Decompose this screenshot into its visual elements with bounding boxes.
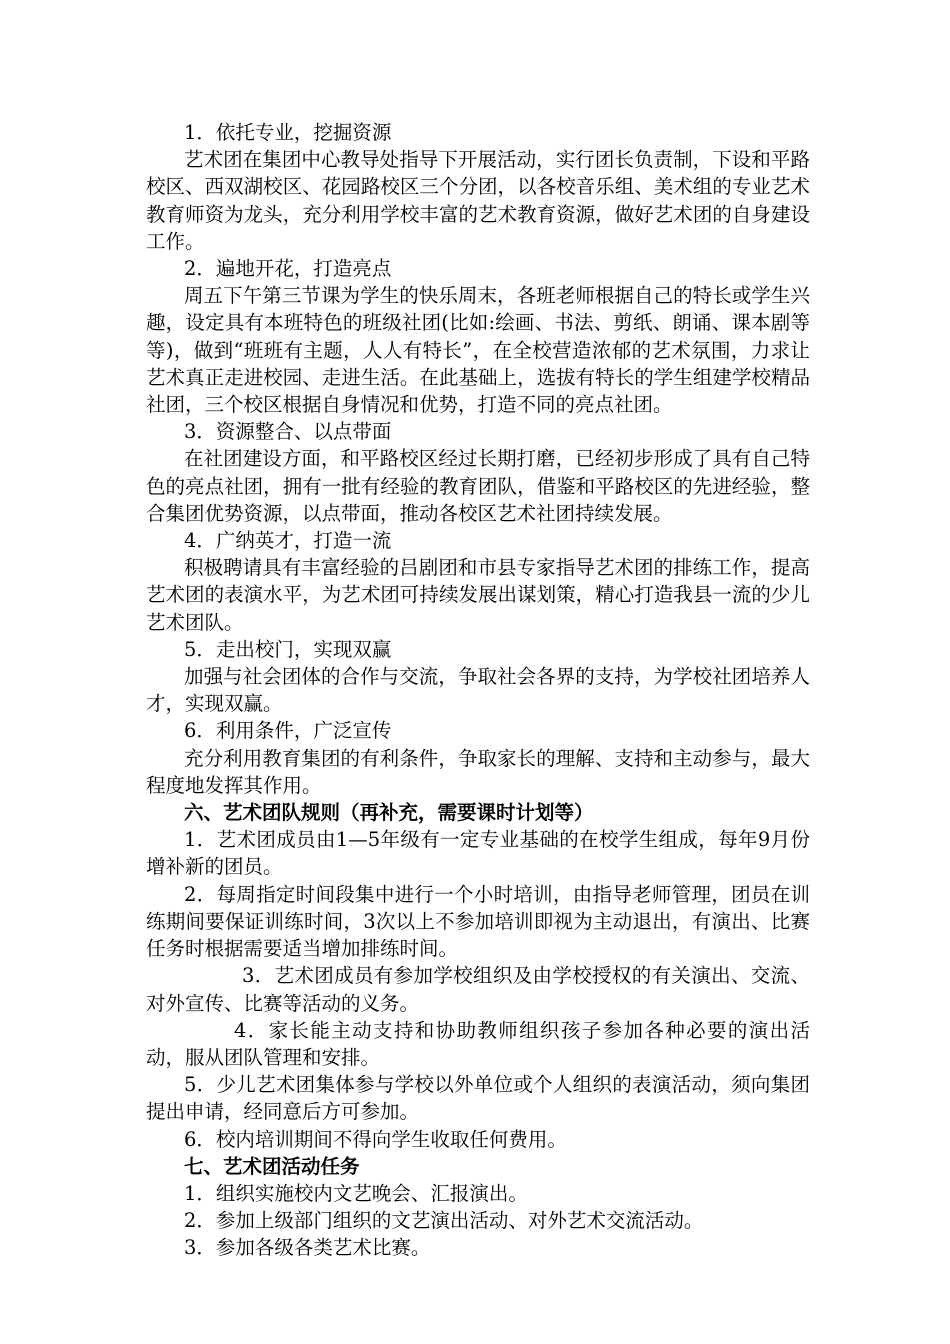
item-heading-5: 5．走出校门，实现双赢 [184, 637, 392, 661]
rule-3: 3．艺术团成员有参加学校组织及由学校授权的有关演出、交流、对外宣传、比赛等活动的义务。 [146, 964, 810, 1015]
item-heading-4: 4．广纳英才，打造一流 [184, 529, 392, 553]
document-body [146, 119, 810, 1262]
task-1: 1．组织实施校内文艺晚会、汇报演出。 [184, 1181, 528, 1205]
paragraph-3: 在社团建设方面，和平路校区经过长期打磨，已经初步形成了具有自己特色的亮点社团，拥有一批有经验的教育团队，借鉴和平路校区的先进经验，整合集团优势资源，以点带面，推动各校区艺术社团持续发展。 [146, 447, 810, 525]
paragraph-4: 积极聘请具有丰富经验的吕剧团和市县专家指导艺术团的排练工作，提高艺术团的表演水平，为艺术团可持续发展出谋划策，精心打造我县一流的少儿艺术团队。 [146, 556, 810, 634]
task-2: 2．参加上级部门组织的文艺演出活动、对外艺术交流活动。 [184, 1209, 704, 1233]
paragraph-2: 周五下午第三节课为学生的快乐周末，各班老师根据自己的特长或学生兴趣，设定具有本班特色的班级社团(比如:绘画、书法、剪纸、朗诵、课本剧等等)，做到“班班有主题，人人有特长”，在全校营造浓郁的艺术氛围，力求让艺术真正走进校园、走进生活。在此基础上，选拔有特长的学生组建学校精品社团，三个校区根据自身情况和优势，打造不同的亮点社团。 [146, 284, 810, 417]
rule-5: 5．少儿艺术团集体参与学校以外单位或个人组织的表演活动，须向集团提出申请，经同意后方可参加。 [146, 1073, 810, 1124]
section-heading-6: 六、艺术团队规则（再补充，需要课时计划等） [184, 801, 594, 825]
item-heading-6: 6．利用条件，广泛宣传 [184, 719, 392, 743]
rule-2: 2．每周指定时间段集中进行一个小时培训，由指导老师管理，团员在训练期间要保证训练时间，3次以上不参加培训即视为主动退出，有演出、比赛任务时根据需要适当增加排练时间。 [146, 882, 810, 961]
section-heading-7: 七、艺术团活动任务 [184, 1154, 360, 1178]
rule-4: 4．家长能主动支持和协助教师组织孩子参加各种必要的演出活动，服从团队管理和安排。 [146, 1018, 810, 1069]
item-heading-3: 3．资源整合、以点带面 [184, 420, 392, 444]
rule-6: 6．校内培训期间不得向学生收取任何费用。 [184, 1127, 567, 1151]
paragraph-6: 充分利用教育集团的有利条件，争取家长的理解、支持和主动参与，最大程度地发挥其作用。 [146, 746, 810, 797]
task-3: 3．参加各级各类艺术比赛。 [184, 1236, 431, 1260]
paragraph-1: 艺术团在集团中心教导处指导下开展活动，实行团长负责制，下设和平路校区、西双湖校区、花园路校区三个分团，以各校音乐组、美术组的专业艺术教育师资为龙头，充分利用学校丰富的艺术教育资源，做好艺术团的自身建设工作。 [146, 148, 810, 253]
rule-1: 1．艺术团成员由1—5年级有一定专业基础的在校学生组成，每年9月份增补新的团员。 [146, 828, 810, 879]
item-heading-2: 2．遍地开花，打造亮点 [184, 257, 392, 281]
item-heading-1: 1．依托专业，挖掘资源 [184, 121, 392, 144]
paragraph-5: 加强与社会团体的合作与交流，争取社会各界的支持，为学校社团培养人才，实现双赢。 [146, 665, 810, 716]
